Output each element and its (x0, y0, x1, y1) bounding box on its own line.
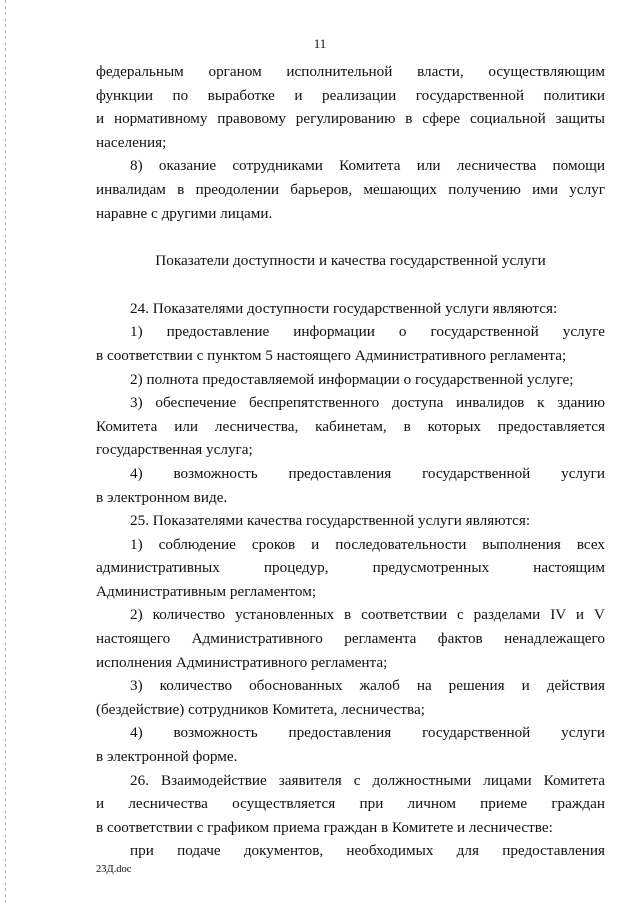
text-line: 2) количество установленных в соответствии с разделами IV и V (130, 606, 605, 624)
file-name-footer: 23Д.doc (96, 864, 132, 875)
text-line: федеральным органом исполнительной власти, осуществляющим (96, 63, 605, 80)
document-body (96, 60, 605, 863)
text-line: государственная услуга; (96, 441, 253, 459)
text-line: административных процедур, предусмотренных настоящим (96, 559, 605, 577)
text-line: и лесничества осуществляется при личном приеме граждан (96, 795, 605, 813)
text-line: 4) возможность предоставления государственной услуги (130, 464, 605, 482)
text-line: 8) оказание сотрудниками Комитета или лесничества помощи (130, 157, 605, 175)
scan-edge-line (5, 0, 6, 905)
text-line: инвалидам в преодолении барьеров, мешающих получению ими услуг (96, 180, 605, 198)
text-line: функции по выработке и реализации государственной политики (96, 86, 605, 104)
text-line: (бездействие) сотрудников Комитета, лесничества; (96, 700, 425, 718)
text-line: 1) предоставление информации о государственной услуге (130, 323, 605, 341)
text-line: 2) полнота предоставляемой информации о государственной услуге; (130, 370, 574, 388)
text-line: населения; (96, 133, 167, 151)
text-line: 4) возможность предоставления государственной услуги (130, 724, 605, 742)
text-line: в соответствии с графиком приема граждан в Комитете и лесничестве: (96, 818, 553, 836)
text-line: 3) количество обоснованных жалоб на решения и действия (130, 677, 605, 695)
text-line: 25. Показателями качества государственной услуги являются: (130, 512, 531, 530)
text-line: настоящего Административного регламента фактов ненадлежащего (96, 630, 605, 648)
text-line: 3) обеспечение беспрепятственного доступа инвалидов к зданию (130, 394, 605, 412)
section-heading: Показатели доступности и качества государственной услуги (155, 252, 546, 270)
text-line: 26. Взаимодействие заявителя с должностными лицами Комитета (130, 771, 605, 789)
text-line: 1) соблюдение сроков и последовательности выполнения всех (130, 535, 605, 553)
text-line: Административным регламентом; (96, 582, 317, 600)
text-line: в электронной форме. (96, 748, 238, 766)
text-line: в соответствии с пунктом 5 настоящего Административного регламента; (96, 346, 567, 364)
text-line: исполнения Административного регламента; (96, 653, 388, 671)
text-line: 24. Показателями доступности государственной услуги являются: (130, 299, 558, 317)
text-line: и нормативному правовому регулированию в сфере социальной защиты (96, 110, 605, 128)
text-line: наравне с другими лицами. (96, 204, 273, 222)
page-number: 11 (313, 36, 327, 51)
text-line: Комитета или лесничества, кабинетам, в которых предоставляется (96, 417, 605, 435)
text-line: при подаче документов, необходимых для предоставления (130, 842, 605, 860)
text-line: в электронном виде. (96, 488, 228, 506)
